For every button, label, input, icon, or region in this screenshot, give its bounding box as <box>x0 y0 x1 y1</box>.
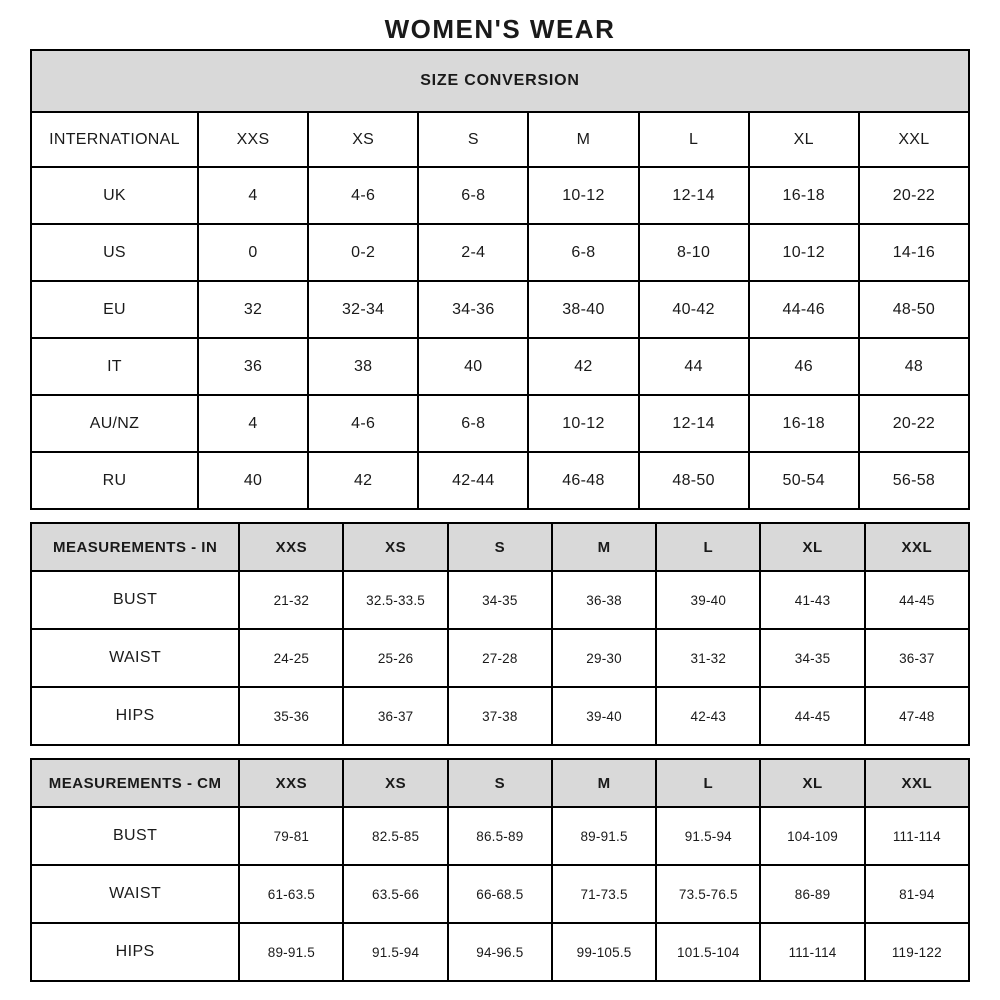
value-cell: 82.5-85 <box>343 807 447 865</box>
size-cell-xxl: XXL <box>865 523 969 571</box>
value-cell: 119-122 <box>865 923 969 981</box>
table-row-waist-cm <box>31 865 969 923</box>
value-cell: 27-28 <box>448 629 552 687</box>
value-cell: 29-30 <box>552 629 656 687</box>
row-label: HIPS <box>31 923 239 981</box>
value-cell: 4 <box>198 395 308 452</box>
value-cell: 73.5-76.5 <box>656 865 760 923</box>
row-label: RU <box>31 452 198 509</box>
value-cell: 0 <box>198 224 308 281</box>
size-cell-l: L <box>656 523 760 571</box>
size-cell-l: L <box>656 759 760 807</box>
size-cell-xxs: XXS <box>239 759 343 807</box>
value-cell: 47-48 <box>865 687 969 745</box>
value-cell: 46-48 <box>528 452 638 509</box>
value-cell: 50-54 <box>749 452 859 509</box>
value-cell: 91.5-94 <box>343 923 447 981</box>
row-label: WAIST <box>31 629 239 687</box>
header-cell-xl: XL <box>749 112 859 167</box>
table-row-bust-cm <box>31 807 969 865</box>
size-cell-m: M <box>552 523 656 571</box>
row-label: US <box>31 224 198 281</box>
value-cell: 36-37 <box>865 629 969 687</box>
size-conversion-table <box>30 49 970 510</box>
header-cell-m: M <box>528 112 638 167</box>
table-row-bust-in <box>31 571 969 629</box>
table-row-eu <box>31 281 969 338</box>
header-cell-xxl: XXL <box>859 112 969 167</box>
size-cell-s: S <box>448 523 552 571</box>
value-cell: 86-89 <box>760 865 864 923</box>
value-cell: 101.5-104 <box>656 923 760 981</box>
value-cell: 48-50 <box>859 281 969 338</box>
value-cell: 66-68.5 <box>448 865 552 923</box>
value-cell: 31-32 <box>656 629 760 687</box>
header-cell-xs: XS <box>308 112 418 167</box>
size-cell-xl: XL <box>760 523 864 571</box>
tables-container <box>30 49 970 982</box>
value-cell: 8-10 <box>639 224 749 281</box>
value-cell: 42-44 <box>418 452 528 509</box>
size-cell-xs: XS <box>343 523 447 571</box>
value-cell: 71-73.5 <box>552 865 656 923</box>
page-title: WOMEN'S WEAR <box>384 14 616 44</box>
value-cell: 6-8 <box>418 395 528 452</box>
table-row-us <box>31 224 969 281</box>
size-cell-m: M <box>552 759 656 807</box>
value-cell: 10-12 <box>528 395 638 452</box>
value-cell: 36-38 <box>552 571 656 629</box>
value-cell: 111-114 <box>760 923 864 981</box>
value-cell: 35-36 <box>239 687 343 745</box>
table-row-hips-cm <box>31 923 969 981</box>
value-cell: 36 <box>198 338 308 395</box>
row-label: BUST <box>31 807 239 865</box>
value-cell: 10-12 <box>528 167 638 224</box>
value-cell: 81-94 <box>865 865 969 923</box>
value-cell: 39-40 <box>552 687 656 745</box>
table-row-it <box>31 338 969 395</box>
value-cell: 38-40 <box>528 281 638 338</box>
row-label: IT <box>31 338 198 395</box>
value-cell: 4 <box>198 167 308 224</box>
value-cell: 48-50 <box>639 452 749 509</box>
size-conversion-header-row <box>31 112 969 167</box>
value-cell: 12-14 <box>639 167 749 224</box>
value-cell: 34-35 <box>448 571 552 629</box>
measurements-cm-header-row <box>31 759 969 807</box>
value-cell: 36-37 <box>343 687 447 745</box>
row-label: EU <box>31 281 198 338</box>
size-cell-xxl: XXL <box>865 759 969 807</box>
table-row-uk <box>31 167 969 224</box>
value-cell: 16-18 <box>749 167 859 224</box>
row-label: WAIST <box>31 865 239 923</box>
table-row-aunz <box>31 395 969 452</box>
header-cell-international: INTERNATIONAL <box>31 112 198 167</box>
measurements-in-title: MEASUREMENTS - IN <box>31 523 239 571</box>
value-cell: 16-18 <box>749 395 859 452</box>
value-cell: 56-58 <box>859 452 969 509</box>
measurements-in-header-row <box>31 523 969 571</box>
value-cell: 42 <box>528 338 638 395</box>
value-cell: 6-8 <box>528 224 638 281</box>
value-cell: 14-16 <box>859 224 969 281</box>
size-cell-xl: XL <box>760 759 864 807</box>
value-cell: 12-14 <box>639 395 749 452</box>
value-cell: 32 <box>198 281 308 338</box>
measurements-cm-table <box>30 758 970 982</box>
value-cell: 44-45 <box>760 687 864 745</box>
value-cell: 111-114 <box>865 807 969 865</box>
value-cell: 32.5-33.5 <box>343 571 447 629</box>
value-cell: 104-109 <box>760 807 864 865</box>
size-cell-xxs: XXS <box>239 523 343 571</box>
row-label: AU/NZ <box>31 395 198 452</box>
value-cell: 44-46 <box>749 281 859 338</box>
measurements-in-table <box>30 522 970 746</box>
size-cell-xs: XS <box>343 759 447 807</box>
size-cell-s: S <box>448 759 552 807</box>
table-row-hips-in <box>31 687 969 745</box>
value-cell: 42-43 <box>656 687 760 745</box>
value-cell: 48 <box>859 338 969 395</box>
value-cell: 10-12 <box>749 224 859 281</box>
value-cell: 91.5-94 <box>656 807 760 865</box>
value-cell: 25-26 <box>343 629 447 687</box>
value-cell: 37-38 <box>448 687 552 745</box>
row-label: BUST <box>31 571 239 629</box>
value-cell: 40 <box>198 452 308 509</box>
value-cell: 99-105.5 <box>552 923 656 981</box>
measurements-cm-title: MEASUREMENTS - CM <box>31 759 239 807</box>
value-cell: 32-34 <box>308 281 418 338</box>
value-cell: 20-22 <box>859 167 969 224</box>
value-cell: 24-25 <box>239 629 343 687</box>
value-cell: 34-36 <box>418 281 528 338</box>
value-cell: 38 <box>308 338 418 395</box>
table-row-waist-in <box>31 629 969 687</box>
value-cell: 4-6 <box>308 167 418 224</box>
value-cell: 79-81 <box>239 807 343 865</box>
size-conversion-title: SIZE CONVERSION <box>31 50 969 112</box>
value-cell: 34-35 <box>760 629 864 687</box>
value-cell: 41-43 <box>760 571 864 629</box>
header-cell-l: L <box>639 112 749 167</box>
value-cell: 42 <box>308 452 418 509</box>
value-cell: 20-22 <box>859 395 969 452</box>
value-cell: 40-42 <box>639 281 749 338</box>
value-cell: 46 <box>749 338 859 395</box>
value-cell: 21-32 <box>239 571 343 629</box>
value-cell: 6-8 <box>418 167 528 224</box>
value-cell: 44 <box>639 338 749 395</box>
header-cell-xxs: XXS <box>198 112 308 167</box>
value-cell: 89-91.5 <box>239 923 343 981</box>
value-cell: 39-40 <box>656 571 760 629</box>
value-cell: 89-91.5 <box>552 807 656 865</box>
table-title-row <box>31 50 969 112</box>
row-label: UK <box>31 167 198 224</box>
value-cell: 0-2 <box>308 224 418 281</box>
row-label: HIPS <box>31 687 239 745</box>
value-cell: 94-96.5 <box>448 923 552 981</box>
value-cell: 4-6 <box>308 395 418 452</box>
header-cell-s: S <box>418 112 528 167</box>
table-row-ru <box>31 452 969 509</box>
value-cell: 44-45 <box>865 571 969 629</box>
value-cell: 2-4 <box>418 224 528 281</box>
value-cell: 86.5-89 <box>448 807 552 865</box>
value-cell: 61-63.5 <box>239 865 343 923</box>
value-cell: 40 <box>418 338 528 395</box>
value-cell: 63.5-66 <box>343 865 447 923</box>
